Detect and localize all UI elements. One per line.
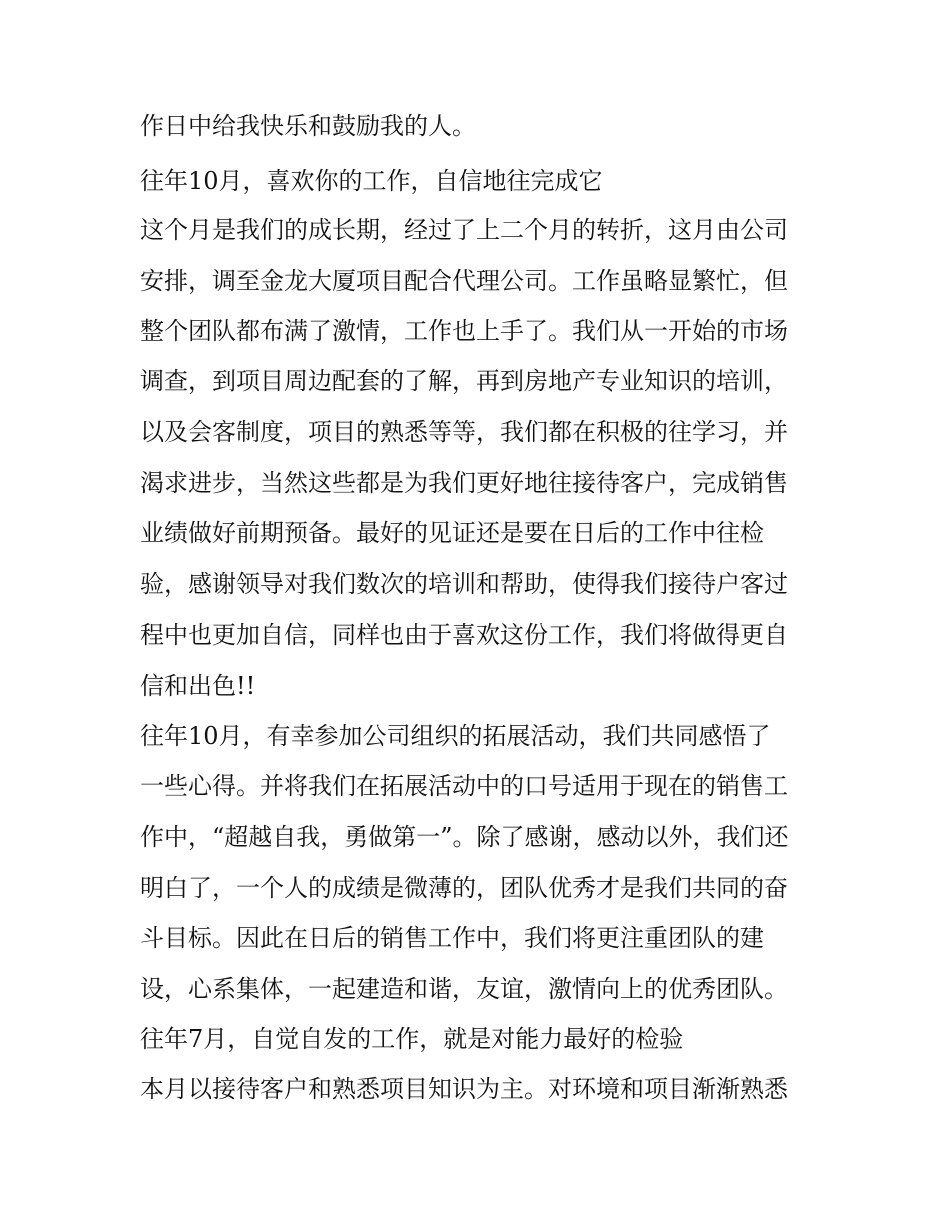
text-line: 验，感谢领导对我们数次的培训和帮助，使得我们接待户客过: [140, 570, 788, 598]
text-line: 业绩做好前期预备。最好的见证还是要在日后的工作中往检: [140, 519, 764, 547]
text-line: 明白了，一个人的成绩是微薄的，团队优秀才是我们共同的奋: [140, 874, 788, 902]
text-line: 调查，到项目周边配套的了解，再到房地产专业知识的培训，: [140, 367, 788, 395]
text-line: 渴求进步，当然这些都是为我们更好地往接待客户，完成销售: [140, 469, 788, 497]
text-line: 整个团队都布满了激情，工作也上手了。我们从一开始的市场: [140, 317, 788, 345]
section-heading: 往年10月，喜欢你的工作，自信地往完成它: [140, 167, 603, 195]
text-line: 信和出色!!: [140, 672, 256, 700]
section-heading: 往年10月，有幸参加公司组织的拓展活动，我们共同感悟了: [140, 722, 771, 750]
text-line: 设，心系集体，一起建造和谐，友谊，激情向上的优秀团队。: [140, 975, 788, 1003]
text-line: 这个月是我们的成长期，经过了上二个月的转折，这月由公司: [140, 216, 788, 244]
section-heading: 往年7月，自觉自发的工作，就是对能力最好的检验: [140, 1025, 684, 1053]
text-line: 一些心得。并将我们在拓展活动中的口号适用于现在的销售工: [140, 772, 788, 800]
text-line: 程中也更加自信，同样也由于喜欢这份工作，我们将做得更自: [140, 621, 788, 649]
text-line: 作日中给我快乐和鼓励我的人。: [140, 112, 476, 140]
text-line: 安排，调至金龙大厦项目配合代理公司。工作虽略显繁忙，但: [140, 267, 788, 295]
text-line: 以及会客制度，项目的熟悉等等，我们都在积极的往学习，并: [140, 418, 788, 446]
text-line: 本月以接待客户和熟悉项目知识为主。对环境和项目渐渐熟悉: [140, 1075, 788, 1103]
text-line: 斗目标。因此在日后的销售工作中，我们将更注重团队的建: [140, 924, 764, 952]
text-line: 作中，“超越自我，勇做第一”。除了感谢，感动以外，我们还: [140, 823, 789, 851]
